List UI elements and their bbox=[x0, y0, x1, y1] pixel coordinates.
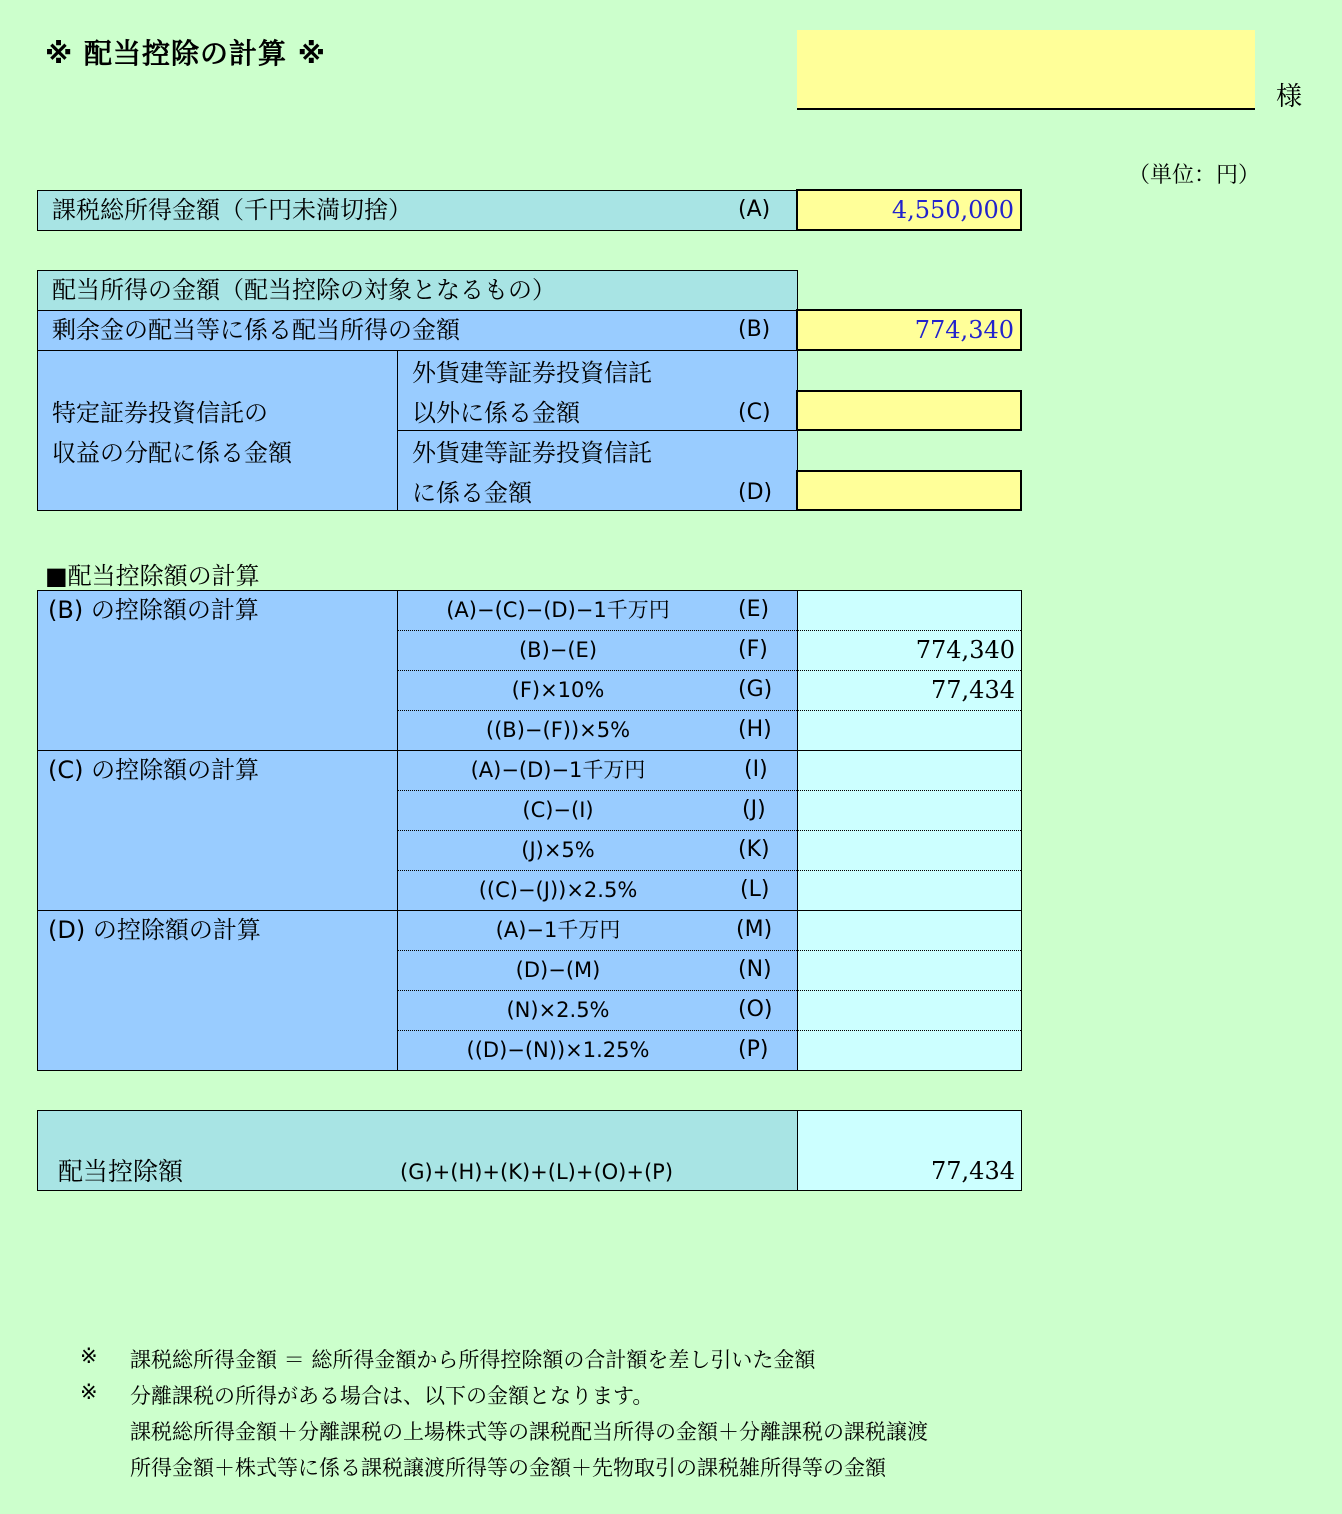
formula-l: ((C)−(J))×2.5% bbox=[478, 878, 638, 902]
taxable-income-value[interactable]: 4,550,000 bbox=[796, 189, 1022, 231]
formula-e: (A)−(C)−(D)−1千万円 bbox=[446, 598, 670, 622]
formula-row bbox=[398, 911, 797, 951]
note-text: 課税総所得金額＋分離課税の上場株式等の課税配当所得の金額＋分離課税の課税譲渡 bbox=[130, 1420, 928, 1444]
group-d-label: (D) の控除額の計算 bbox=[48, 916, 261, 944]
total-value[interactable]: 77,434 bbox=[931, 1157, 1015, 1185]
group-b-formulas bbox=[397, 590, 798, 751]
code-b: (B) bbox=[738, 317, 771, 342]
foreign-trust-line2: に係る金額 bbox=[412, 479, 532, 507]
formula-h: ((B)−(F))×5% bbox=[485, 718, 631, 742]
code-e: (E) bbox=[738, 597, 770, 622]
customer-name-field[interactable] bbox=[797, 30, 1255, 110]
formula-row bbox=[398, 671, 797, 711]
honorific-label: 様 bbox=[1276, 82, 1303, 112]
formula-row bbox=[398, 751, 797, 791]
unit-label: （単位：円） bbox=[1128, 163, 1261, 188]
value-p[interactable] bbox=[798, 1031, 1021, 1071]
value-l[interactable] bbox=[798, 871, 1021, 911]
value-k[interactable] bbox=[798, 831, 1021, 871]
formula-f: (B)−(E) bbox=[518, 638, 598, 662]
code-m: (M) bbox=[736, 917, 773, 942]
formula-j: (C)−(I) bbox=[522, 798, 594, 822]
value-g[interactable]: 77,434 bbox=[798, 671, 1021, 711]
note-mark: ※ bbox=[80, 1380, 98, 1404]
code-c: (C) bbox=[738, 400, 771, 425]
total-row bbox=[37, 1110, 798, 1191]
calc-heading: ■配当控除額の計算 bbox=[45, 562, 260, 590]
formula-row bbox=[398, 951, 797, 991]
code-a: (A) bbox=[738, 197, 771, 222]
total-value-cell bbox=[797, 1110, 1022, 1191]
trust-label-cell bbox=[37, 350, 398, 511]
formula-row bbox=[398, 591, 797, 631]
foreign-trust-value[interactable] bbox=[796, 470, 1022, 511]
dividend-section-header: 配当所得の金額（配当控除の対象となるもの） bbox=[37, 270, 798, 311]
group-d-formulas bbox=[397, 910, 798, 1071]
trust-label-line1: 特定証券投資信託の bbox=[52, 399, 268, 427]
surplus-dividend-label: 剰余金の配当等に係る配当所得の金額 bbox=[52, 316, 460, 344]
value-h[interactable] bbox=[798, 711, 1021, 751]
formula-i: (A)−(D)−1千万円 bbox=[470, 758, 646, 782]
code-i: (I) bbox=[744, 757, 768, 782]
non-foreign-trust-line1: 外貨建等証券投資信託 bbox=[412, 359, 652, 387]
code-l: (L) bbox=[740, 877, 770, 902]
taxable-income-row bbox=[37, 190, 798, 231]
formula-row bbox=[398, 831, 797, 871]
total-formula: (G)+(H)+(K)+(L)+(O)+(P) bbox=[400, 1160, 674, 1184]
formula-p: ((D)−(N))×1.25% bbox=[466, 1038, 650, 1062]
group-c-label: (C) の控除額の計算 bbox=[48, 756, 260, 784]
code-p: (P) bbox=[738, 1037, 769, 1062]
code-f: (F) bbox=[738, 637, 768, 662]
formula-row bbox=[398, 791, 797, 831]
non-foreign-trust-line2: 以外に係る金額 bbox=[412, 399, 580, 427]
code-h: (H) bbox=[738, 717, 772, 742]
note-mark: ※ bbox=[80, 1344, 98, 1368]
formula-row bbox=[398, 871, 797, 911]
code-d: (D) bbox=[738, 480, 773, 505]
surplus-dividend-row bbox=[37, 310, 798, 351]
group-c-values bbox=[797, 750, 1022, 911]
formula-row bbox=[398, 711, 797, 751]
foreign-trust-cell bbox=[397, 430, 798, 511]
value-e[interactable] bbox=[798, 591, 1021, 631]
taxable-income-label: 課税総所得金額（千円未満切捨） bbox=[52, 196, 412, 224]
note-text: 分離課税の所得がある場合は、以下の金額となります。 bbox=[130, 1384, 654, 1408]
code-j: (J) bbox=[742, 797, 766, 822]
code-g: (G) bbox=[738, 677, 773, 702]
group-d-label-cell bbox=[37, 910, 398, 1071]
note-text: 課税総所得金額 ＝ 総所得金額から所得控除額の合計額を差し引いた金額 bbox=[130, 1348, 816, 1372]
value-n[interactable] bbox=[798, 951, 1021, 991]
note-text: 所得金額＋株式等に係る課税譲渡所得等の金額＋先物取引の課税雑所得等の金額 bbox=[130, 1456, 886, 1480]
code-o: (O) bbox=[738, 997, 773, 1022]
value-m[interactable] bbox=[798, 911, 1021, 951]
value-o[interactable] bbox=[798, 991, 1021, 1031]
formula-row bbox=[398, 1031, 797, 1071]
formula-row bbox=[398, 991, 797, 1031]
value-i[interactable] bbox=[798, 751, 1021, 791]
value-f[interactable]: 774,340 bbox=[798, 631, 1021, 671]
trust-label-line2: 収益の分配に係る金額 bbox=[52, 439, 292, 467]
formula-row bbox=[398, 631, 797, 671]
formula-o: (N)×2.5% bbox=[506, 998, 610, 1022]
group-c-label-cell bbox=[37, 750, 398, 911]
group-b-label-cell bbox=[37, 590, 398, 751]
surplus-dividend-value[interactable]: 774,340 bbox=[796, 309, 1022, 351]
formula-k: (J)×5% bbox=[521, 838, 595, 862]
group-b-values bbox=[797, 590, 1022, 751]
formula-m: (A)−1千万円 bbox=[495, 918, 621, 942]
group-d-values bbox=[797, 910, 1022, 1071]
formula-n: (D)−(M) bbox=[515, 958, 601, 982]
page-title: ※ 配当控除の計算 ※ bbox=[45, 37, 326, 70]
total-label: 配当控除額 bbox=[58, 1157, 184, 1186]
group-c-formulas bbox=[397, 750, 798, 911]
non-foreign-trust-value[interactable] bbox=[796, 390, 1022, 431]
foreign-trust-line1: 外貨建等証券投資信託 bbox=[412, 439, 652, 467]
code-n: (N) bbox=[738, 957, 772, 982]
code-k: (K) bbox=[738, 837, 770, 862]
non-foreign-trust-cell bbox=[397, 350, 798, 431]
value-j[interactable] bbox=[798, 791, 1021, 831]
formula-g: (F)×10% bbox=[511, 678, 605, 702]
group-b-label: (B) の控除額の計算 bbox=[48, 596, 259, 624]
